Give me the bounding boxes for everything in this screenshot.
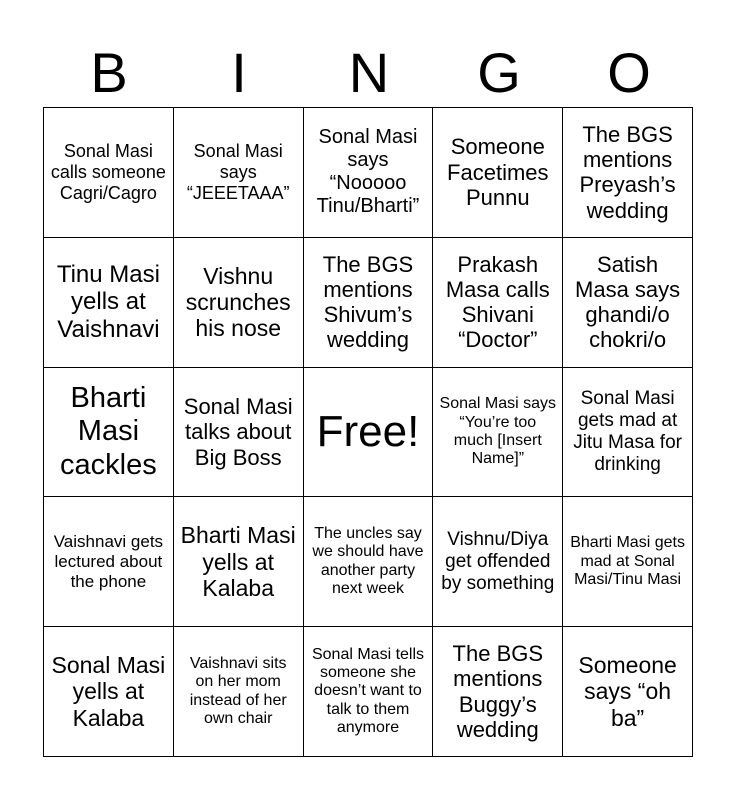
cell-text: Sonal Masi calls someone Cagri/Cagro [50,141,166,203]
cell-text: Sonal Masi talks about Big Boss [183,394,293,470]
cell-text: Sonal Masi says “Nooooo Tinu/Bharti” [316,126,420,218]
header-letter-n: N [348,41,390,104]
bingo-cell[interactable] [44,627,174,757]
bingo-cell[interactable] [44,497,174,627]
bingo-cell[interactable] [174,368,304,498]
bingo-cell[interactable] [433,108,563,238]
cell-text: Sonal Masi gets mad at Jitu Masa for drinking [573,388,682,475]
bingo-cell[interactable] [174,108,304,238]
bingo-cell[interactable] [44,108,174,238]
cell-text: Tinu Masi yells at Vaishnavi [56,260,160,343]
cell-text: Satish Masa says ghandi/o chokri/o [575,251,681,353]
cell-text: The BGS mentions Buggy’s wedding [452,641,544,742]
bingo-cell[interactable] [174,238,304,368]
bingo-cell[interactable] [563,497,693,627]
bingo-cell[interactable] [563,627,693,757]
bingo-cell[interactable] [44,368,174,498]
header-letter-b: B [90,41,128,104]
bingo-cell[interactable] [174,627,304,757]
bingo-cell[interactable] [304,497,434,627]
cell-text: Sonal Masi tells someone she doesn’t want to talk to them anymore [311,645,425,737]
cell-text: The BGS mentions Shivum’s wedding [322,251,414,353]
cell-text: Sonal Masi yells at Kalaba [51,651,166,731]
header-letter-i: I [231,41,247,104]
cell-text: Sonal Masi says “JEEETAAA” [186,141,290,203]
cell-text: Someone Facetimes Punnu [447,134,549,211]
bingo-cell[interactable] [433,627,563,757]
bingo-cell[interactable] [563,238,693,368]
bingo-cell[interactable] [174,497,304,627]
bingo-cell[interactable] [304,238,434,368]
bingo-cell[interactable] [304,108,434,238]
bingo-card-grid [43,107,693,757]
cell-text: Vishnu/Diya get offended by something [441,529,555,594]
free-space-cell[interactable] [304,368,434,498]
cell-text: Vishnu scrunches his nose [185,262,291,342]
cell-text: The BGS mentions Preyash’s wedding [579,121,676,223]
cell-text: Sonal Masi says “You’re too much [Insert Name]” [439,395,557,468]
bingo-cell[interactable] [563,108,693,238]
cell-text: Bharti Masi gets mad at Sonal Masi/Tinu Masi [570,534,685,588]
cell-text: Someone says “oh ba” [578,651,677,731]
cell-text: The uncles say we should have another party next week [312,525,424,598]
cell-text: Bharti Masi cackles [60,381,157,481]
header-letter-g: G [477,41,521,104]
cell-text: Prakash Masa calls Shivani “Doctor” [445,251,550,353]
free-space-text: Free! [316,406,420,456]
bingo-cell[interactable] [563,368,693,498]
header-letter-o: O [607,41,651,104]
cell-text: Vaishnavi gets lectured about the phone [53,532,164,591]
bingo-cell[interactable] [433,238,563,368]
bingo-cell[interactable] [433,497,563,627]
bingo-cell[interactable] [44,238,174,368]
bingo-cell[interactable] [433,368,563,498]
cell-text: Bharti Masi yells at Kalaba [180,522,296,601]
cell-text: Vaishnavi sits on her mom instead of her own chair [189,654,287,727]
bingo-header [44,38,694,108]
bingo-cell[interactable] [304,627,434,757]
